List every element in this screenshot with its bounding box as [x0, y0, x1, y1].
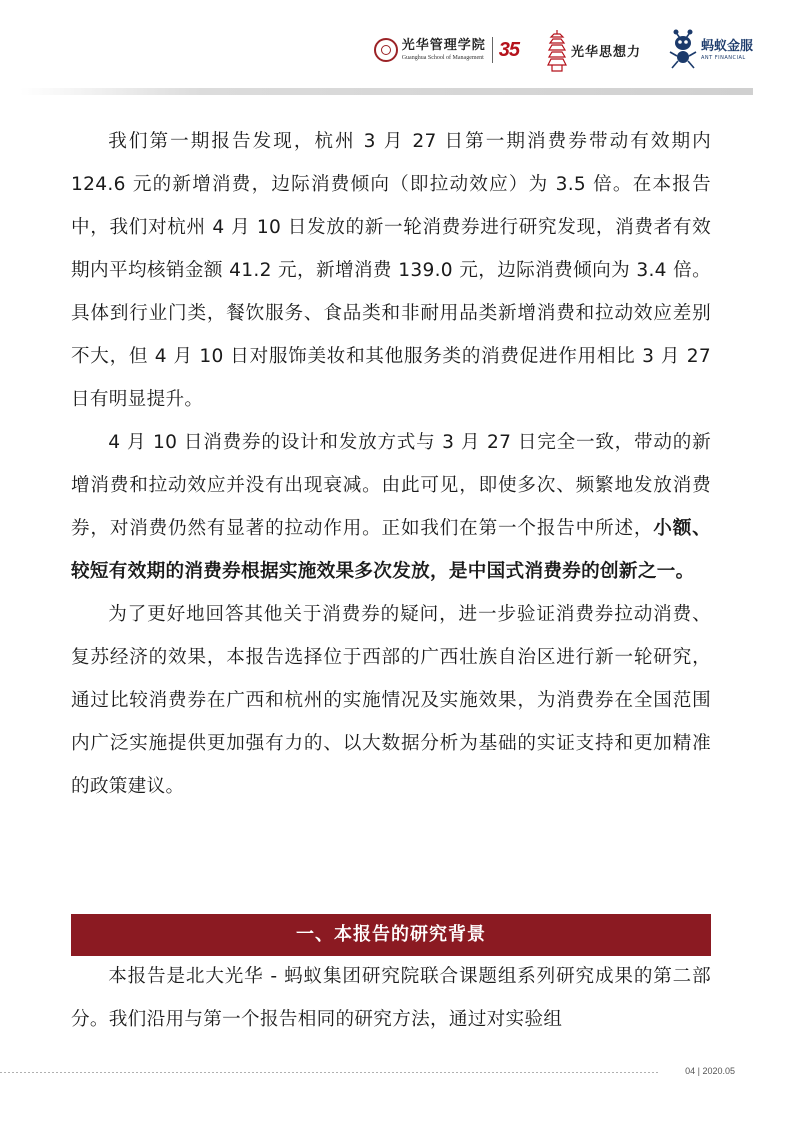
header-rule [20, 88, 753, 95]
paragraph-2-emphasis: 小额、较短有效期的消费券根据实施效果多次发放，是中国式消费券的创新之一。 [71, 518, 711, 582]
thinktank-logo-text: 光华思想力 [570, 44, 641, 60]
report-date: 2020.05 [702, 1066, 735, 1076]
section-title: 一、本报告的研究背景 [296, 924, 486, 945]
page-header [0, 0, 793, 100]
report-body-continued [71, 955, 711, 1041]
section-header-bar [71, 914, 711, 956]
pagoda-icon [547, 28, 567, 72]
ant-icon [667, 28, 699, 72]
report-body [71, 120, 711, 808]
school-name-en: Guanghua School of Management [401, 55, 484, 61]
school-name-cn: 光华管理学院 [401, 38, 486, 53]
page-number: 04 [685, 1066, 696, 1076]
peking-university-seal-icon [374, 38, 398, 62]
anniversary-logo: 35 [498, 38, 519, 61]
logo-divider [492, 37, 493, 63]
paragraph-2 [71, 421, 711, 593]
paragraph-2-text: 4 月 10 日消费券的设计和发放方式与 3 月 27 日完全一致，带动的新增消费和拉动效应并没有出现衰减。由此可见，即使多次、频繁地发放消费券，对消费仍然有显著的拉动作用。正如我们在第一个报告中所述， [71, 432, 711, 539]
paragraph-1: 我们第一期报告发现，杭州 3 月 27 日第一期消费券带动有效期内 124.6 元的新增消费，边际消费倾向（即拉动效应）为 3.5 倍。在本报告中，我们对杭州 4 月 10 日发放的新一轮消费券进行研究发现，消费者有效期内平均核销金额 41.2 元，新增消费 139.0 元，边际消费倾向为 3.4 倍。具体到行业门类，餐饮服务、食品类和非耐用品类新增消费和拉动效应差别不大，但 4 月 10 日对服饰美妆和其他服务类的消费促进作用相比 3 月 27 日有明显提升。 [71, 131, 711, 410]
ant-financial-name-cn: 蚂蚁金服 [700, 38, 753, 54]
ant-financial-name-en: ANT FINANCIAL [700, 54, 746, 61]
guanghua-logo [374, 38, 486, 62]
paragraph-3: 为了更好地回答其他关于消费券的疑问，进一步验证消费券拉动消费、复苏经济的效果，本报告选择位于西部的广西壮族自治区进行新一轮研究，通过比较消费券在广西和杭州的实施情况及实施效果，为消费券在全国范围内广泛实施提供更加强有力的、以大数据分析为基础的实证支持和更加精准的政策建议。 [71, 604, 711, 797]
footer-separator: | [697, 1066, 703, 1076]
paragraph-4: 本报告是北大光华 - 蚂蚁集团研究院联合课题组系列研究成果的第二部分。我们沿用与第一个报告相同的研究方法，通过对实验组 [71, 966, 711, 1030]
page-footer [685, 1066, 735, 1076]
header-logos [374, 22, 753, 78]
footer-rule [0, 1072, 660, 1073]
ant-financial-logo [667, 28, 753, 72]
